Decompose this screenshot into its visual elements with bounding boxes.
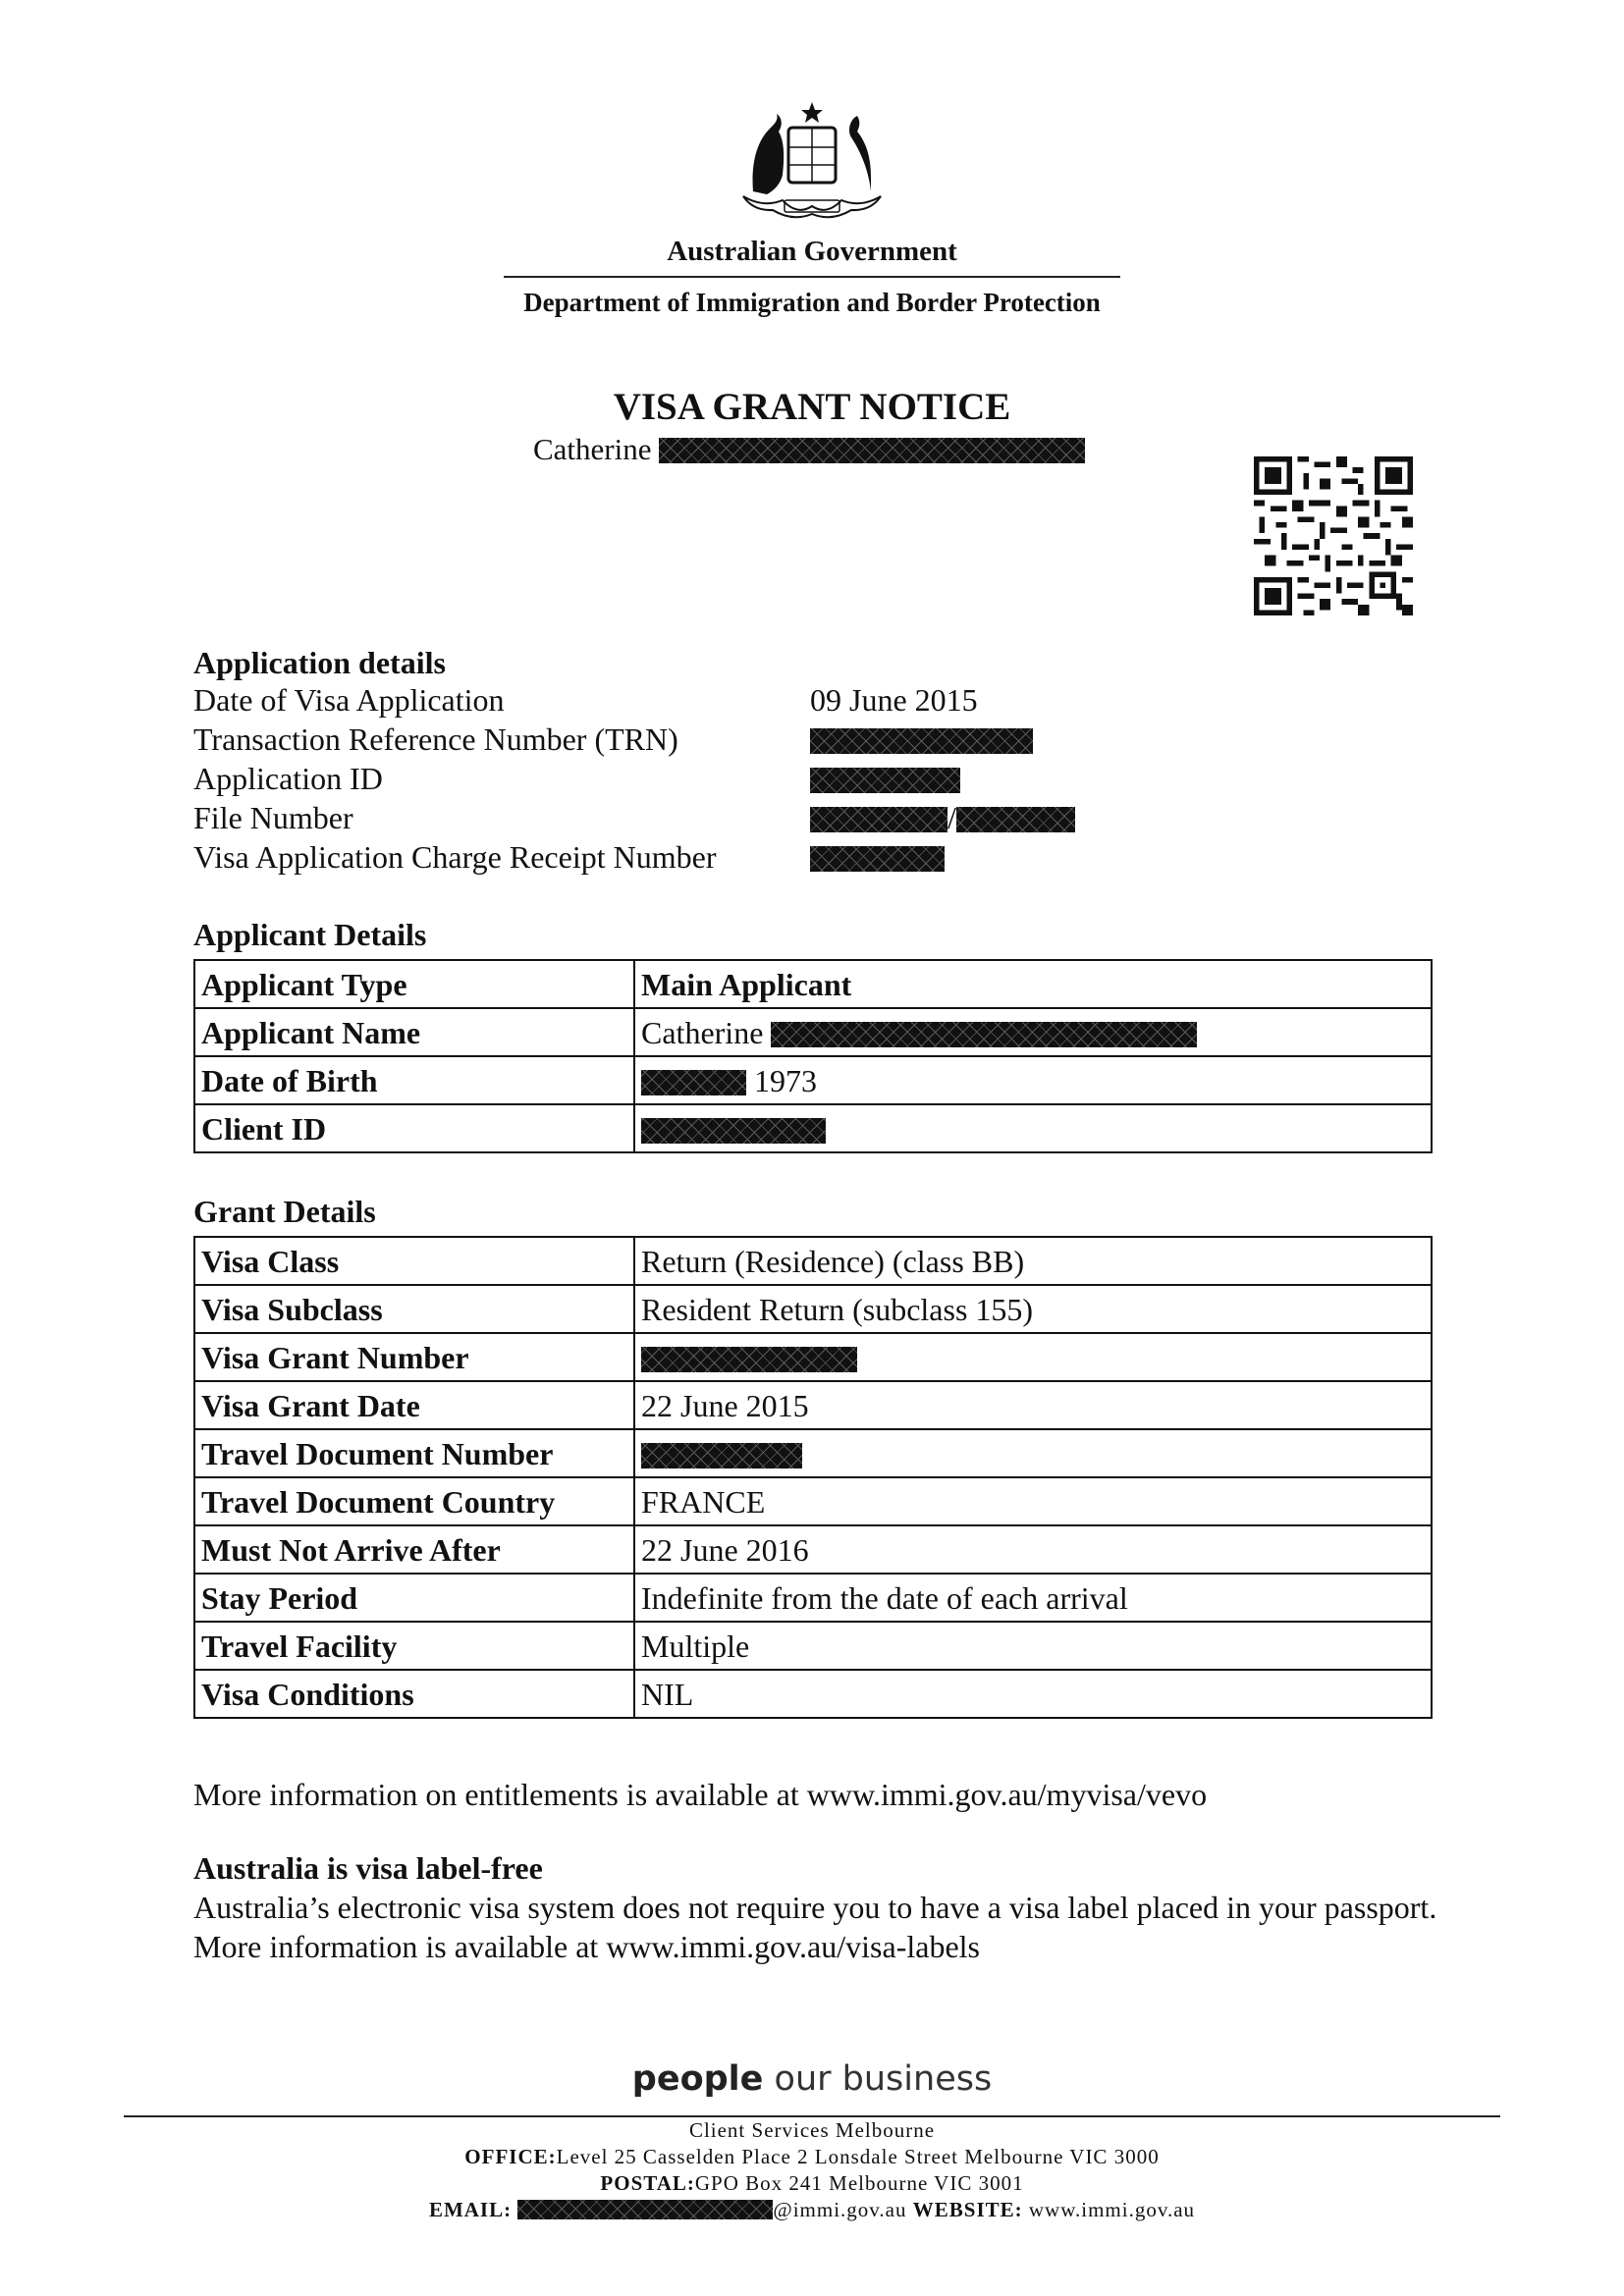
footer-postal-line — [0, 2170, 1624, 2197]
grant-details-title: Grant Details — [193, 1194, 376, 1229]
table-value: Resident Return (subclass 155) — [634, 1285, 1432, 1333]
table-row — [194, 1333, 1432, 1381]
footer-contact-line — [0, 2197, 1624, 2223]
table-row — [194, 1237, 1432, 1285]
footer-office-label: OFFICE: — [464, 2145, 557, 2168]
table-row — [194, 1285, 1432, 1333]
application-label: Application ID — [193, 761, 383, 796]
table-key: Visa Grant Date — [194, 1381, 634, 1429]
redaction-block — [659, 438, 1085, 463]
table-row — [194, 1525, 1432, 1574]
redaction-block — [771, 1022, 1197, 1047]
application-label: Visa Application Charge Receipt Number — [193, 839, 717, 875]
footer-postal-label: POSTAL: — [600, 2171, 695, 2195]
table-key: Travel Document Number — [194, 1429, 634, 1477]
redaction-block — [810, 728, 1033, 754]
applicant-first-name: Catherine — [641, 1014, 764, 1050]
table-value — [634, 1008, 1432, 1056]
table-key: Visa Subclass — [194, 1285, 634, 1333]
tagline — [0, 2059, 1624, 2099]
redaction-block — [956, 807, 1075, 832]
qr-code-icon — [1254, 456, 1413, 615]
footer-office-value: Level 25 Casselden Place 2 Lonsdale Street Melbourne VIC 3000 — [556, 2145, 1160, 2168]
recipient-first-name: Catherine — [533, 432, 652, 466]
table-key: Travel Document Country — [194, 1477, 634, 1525]
footer-email-label: EMAIL: — [428, 2198, 513, 2221]
footer-postal-value: GPO Box 241 Melbourne VIC 3001 — [694, 2171, 1024, 2195]
redaction-block — [641, 1070, 746, 1095]
table-row — [194, 1574, 1432, 1622]
redaction-block — [641, 1347, 857, 1372]
table-key: Travel Facility — [194, 1622, 634, 1670]
table-value — [634, 1104, 1432, 1152]
footer-office-name: Client Services Melbourne — [688, 2118, 936, 2142]
table-value — [634, 1333, 1432, 1381]
tagline-bold: people — [631, 2059, 764, 2099]
redaction-block — [810, 768, 960, 793]
tagline-light: our business — [763, 2059, 993, 2099]
applicant-details-title: Applicant Details — [193, 917, 427, 952]
file-number-separator: / — [947, 800, 956, 835]
application-label: File Number — [193, 800, 353, 835]
application-row — [193, 837, 1421, 877]
department-name: Department of Immigration and Border Protection — [523, 288, 1101, 317]
redaction-block — [810, 807, 947, 832]
coat-of-arms-icon — [724, 98, 900, 226]
table-row — [194, 960, 1432, 1008]
table-value — [634, 1429, 1432, 1477]
table-value: 22 June 2015 — [634, 1381, 1432, 1429]
table-key: Must Not Arrive After — [194, 1525, 634, 1574]
notice-title: VISA GRANT NOTICE — [613, 386, 1011, 428]
table-row — [194, 1622, 1432, 1670]
table-value: NIL — [634, 1670, 1432, 1718]
label-free-title: Australia is visa label-free — [193, 1850, 543, 1886]
header-divider — [504, 276, 1120, 278]
table-row — [194, 1056, 1432, 1104]
application-value: 09 June 2015 — [810, 682, 978, 718]
table-value — [634, 1056, 1432, 1104]
redaction-block — [517, 2200, 773, 2219]
table-row — [194, 1381, 1432, 1429]
application-row — [193, 720, 1421, 759]
application-details-title: Application details — [193, 645, 446, 680]
label-free-body: Australia’s electronic visa system does not require you to have a visa label placed in your passport. More information is available at www.immi.gov.au/visa-labels — [193, 1890, 1437, 1964]
table-key: Visa Grant Number — [194, 1333, 634, 1381]
entitlements-info: More information on entitlements is available at www.immi.gov.au/myvisa/vevo — [193, 1777, 1208, 1812]
table-row — [194, 1104, 1432, 1152]
table-key: Applicant Type — [194, 960, 634, 1008]
notice-recipient — [533, 432, 1085, 467]
table-value: Multiple — [634, 1622, 1432, 1670]
table-row — [194, 1429, 1432, 1477]
footer-website-value: www.immi.gov.au — [1028, 2198, 1196, 2221]
table-value: 22 June 2016 — [634, 1525, 1432, 1574]
table-value: FRANCE — [634, 1477, 1432, 1525]
footer-email-domain: @immi.gov.au — [773, 2198, 907, 2221]
redaction-block — [810, 846, 945, 872]
table-key: Client ID — [194, 1104, 634, 1152]
table-key: Visa Class — [194, 1237, 634, 1285]
application-row — [193, 680, 1421, 720]
footer-website-label: WEBSITE: — [912, 2198, 1023, 2221]
application-row — [193, 759, 1421, 798]
application-label: Date of Visa Application — [193, 682, 505, 718]
birth-year: 1973 — [754, 1062, 817, 1098]
footer-office-line — [0, 2144, 1624, 2170]
table-key: Date of Birth — [194, 1056, 634, 1104]
table-row — [194, 1477, 1432, 1525]
table-value: Main Applicant — [634, 960, 1432, 1008]
table-row — [194, 1670, 1432, 1718]
applicant-details-table — [193, 959, 1433, 1153]
redaction-block — [641, 1118, 826, 1144]
table-key: Stay Period — [194, 1574, 634, 1622]
table-value: Return (Residence) (class BB) — [634, 1237, 1432, 1285]
table-row — [194, 1008, 1432, 1056]
grant-details-table — [193, 1236, 1433, 1719]
table-key: Visa Conditions — [194, 1670, 634, 1718]
table-value: Indefinite from the date of each arrival — [634, 1574, 1432, 1622]
government-name: Australian Government — [667, 236, 957, 267]
application-label: Transaction Reference Number (TRN) — [193, 721, 678, 757]
application-row — [193, 798, 1421, 837]
redaction-block — [641, 1443, 802, 1468]
table-key: Applicant Name — [194, 1008, 634, 1056]
